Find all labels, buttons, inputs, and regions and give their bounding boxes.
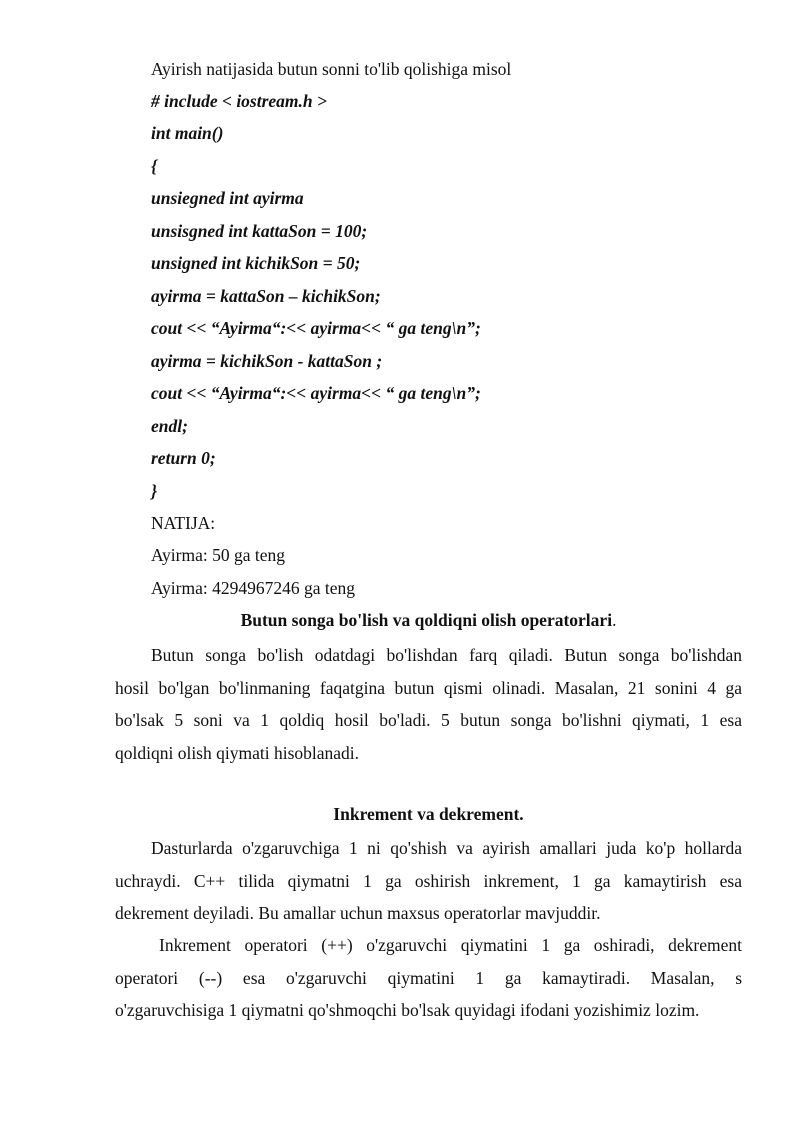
code-line: int main() <box>151 123 224 143</box>
paragraph-line: qoldiqni olish qiymati hisoblanadi. <box>115 742 360 763</box>
paragraph-line: operatori (--) esa o'zgaruvchi qiymatini 1 ga kamaytiradi. Masalan, s <box>115 967 742 988</box>
code-line: ayirma = kichikSon - kattaSon ; <box>151 351 383 371</box>
code-line: { <box>151 156 158 176</box>
paragraph-line: o'zgaruvchisiga 1 qiymatni qo'shmoqchi bo'lsak quyidagi ifodani yozishimiz lozim. <box>115 1000 700 1020</box>
code-line: cout << “Ayirma“:<< ayirma<< “ ga teng\n”; <box>151 383 481 403</box>
code-line: unsiegned int ayirma <box>151 188 304 208</box>
intro-text: Ayirish natijasida butun sonni to'lib qolishiga misol <box>151 59 512 79</box>
section-heading: Inkrement va dekrement. <box>333 804 524 824</box>
paragraph-line: hosil bo'lgan bo'linmaning faqatgina butun qismi olinadi. Masalan, 21 sonini 4 ga <box>115 677 742 698</box>
result-line: Ayirma: 50 ga teng <box>151 545 285 565</box>
result-label: NATIJA: <box>151 513 216 533</box>
paragraph <box>115 929 742 1027</box>
code-line: endl; <box>151 416 188 436</box>
paragraph <box>115 832 742 930</box>
paragraph-line: Dasturlarda o'zgaruvchiga 1 ni qo'shish va ayirish amallari juda ko'p hollarda <box>151 838 742 858</box>
paragraph <box>115 639 742 769</box>
code-line: cout << “Ayirma“:<< ayirma<< “ ga teng\n”; <box>151 318 481 338</box>
section-heading-period: . <box>612 610 617 630</box>
paragraph-line: dekrement deyiladi. Bu amallar uchun maxsus operatorlar mavjuddir. <box>115 903 601 923</box>
code-line: ayirma = kattaSon – kichikSon; <box>151 286 381 306</box>
section-heading <box>115 609 742 631</box>
code-line: return 0; <box>151 448 216 468</box>
code-line: } <box>151 481 158 501</box>
code-line: unsisgned int kattaSon = 100; <box>151 221 368 241</box>
paragraph-line: Inkrement operatori (++) o'zgaruvchi qiymatini 1 ga oshiradi, dekrement <box>159 935 742 955</box>
code-line: # include < iostream.h > <box>151 91 327 111</box>
result-line: Ayirma: 4294967246 ga teng <box>151 578 355 598</box>
code-line: unsigned int kichikSon = 50; <box>151 253 361 273</box>
section-heading-text: Butun songa bo'lish va qoldiqni olish operatorlari <box>240 610 613 630</box>
paragraph-line: uchraydi. C++ tilida qiymatni 1 ga oshirish inkrement, 1 ga kamaytirish esa <box>115 870 742 891</box>
paragraph-line: Butun songa bo'lish odatdagi bo'lishdan farq qiladi. Butun songa bo'lishdan <box>151 645 742 665</box>
paragraph-line: bo'lsak 5 soni va 1 qoldiq hosil bo'ladi. 5 butun songa bo'lishni qiymati, 1 esa <box>115 710 742 730</box>
